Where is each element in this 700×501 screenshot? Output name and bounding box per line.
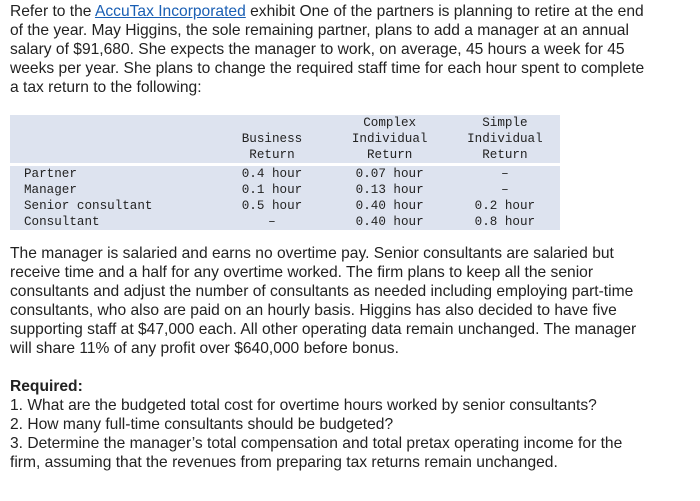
cell-complex: 0.40 hour bbox=[355, 215, 424, 229]
conditions-line-4: consultants, who also are paid on an hourly basis. Higgins has also decided to have five bbox=[10, 302, 617, 319]
row-label: Senior consultant bbox=[24, 199, 153, 213]
intro-line-1-prefix: Refer to the bbox=[10, 3, 95, 20]
question-1: 1. What are the budgeted total cost for overtime hours worked by senior consultants? bbox=[10, 397, 597, 414]
header-business-l3: Return bbox=[249, 148, 295, 162]
accutax-exhibit-link[interactable]: AccuTax Incorporated bbox=[94, 3, 246, 20]
header-complex-l1: Complex bbox=[363, 116, 417, 130]
cell-business: 0.4 hour bbox=[241, 167, 303, 181]
header-simple-l1: Simple bbox=[482, 116, 528, 130]
cell-simple: 0.2 hour bbox=[474, 199, 536, 213]
conditions-line-5: supporting staff at $47,000 each. All other operating data remain unchanged. The manager bbox=[10, 321, 637, 338]
header-simple-l2: Individual bbox=[467, 132, 543, 146]
row-label: Manager bbox=[24, 183, 77, 197]
cell-complex: 0.40 hour bbox=[355, 199, 424, 213]
question-2: 2. How many full-time consultants should be budgeted? bbox=[10, 416, 394, 433]
table-row bbox=[10, 198, 560, 214]
intro-line-2: of the year. May Higgins, the sole remaining partner, plans to add a manager at an annual bbox=[10, 22, 629, 39]
conditions-paragraph bbox=[10, 244, 700, 358]
header-business-l1 bbox=[214, 115, 329, 131]
cell-complex: 0.13 hour bbox=[355, 183, 424, 197]
table-header-row-1 bbox=[10, 115, 560, 131]
header-complex-l3: Return bbox=[366, 148, 413, 162]
table-row bbox=[10, 166, 560, 182]
cell-business: 0.1 hour bbox=[241, 183, 303, 197]
question-3-line-2: firm, assuming that the revenues from preparing tax returns remain unchanged. bbox=[10, 454, 558, 471]
intro-line-5: a tax return to the following: bbox=[10, 79, 202, 96]
cell-simple: 0.8 hour bbox=[474, 215, 536, 229]
cell-simple: – bbox=[501, 183, 509, 197]
conditions-line-1: The manager is salaried and earns no overtime pay. Senior consultants are salaried but bbox=[10, 245, 614, 262]
required-title: Required: bbox=[10, 378, 83, 395]
intro-line-3: salary of $91,680. She expects the manager to work, on average, 45 hours a week for 45 bbox=[10, 41, 625, 58]
cell-business: 0.5 hour bbox=[241, 199, 303, 213]
required-section bbox=[10, 377, 700, 472]
cell-business: – bbox=[268, 215, 276, 229]
intro-line-1-suffix: exhibit One of the partners is planning to retire at the end bbox=[245, 3, 644, 20]
table-row bbox=[10, 214, 560, 230]
intro-line-4: weeks per year. She plans to change the required staff time for each hour spent to complete bbox=[10, 60, 645, 77]
row-label: Partner bbox=[24, 167, 77, 181]
cell-simple: – bbox=[501, 167, 509, 181]
intro-line-1 bbox=[10, 0, 700, 21]
header-business-l2: Business bbox=[241, 132, 303, 146]
conditions-line-3: consultants and adjust the number of consultants as needed including employing part-time bbox=[10, 283, 634, 300]
header-simple-l3: Return bbox=[482, 148, 528, 162]
intro-paragraph bbox=[10, 0, 700, 97]
conditions-line-6: will share 11% of any profit over $640,000 before bonus. bbox=[10, 340, 399, 357]
staff-time-table bbox=[10, 115, 560, 230]
question-3-line-1: 3. Determine the manager’s total compensation and total pretax operating income for the bbox=[10, 435, 623, 452]
header-blank bbox=[10, 115, 214, 131]
cell-complex: 0.07 hour bbox=[355, 167, 424, 181]
table-header-row-2 bbox=[10, 131, 560, 147]
header-complex-l2: Individual bbox=[351, 132, 428, 146]
row-label: Consultant bbox=[24, 215, 100, 229]
conditions-line-2: receive time and a half for any overtime worked. The firm plans to keep all the senior bbox=[10, 264, 594, 281]
table-row bbox=[10, 182, 560, 198]
table-header-row-3 bbox=[10, 147, 560, 163]
